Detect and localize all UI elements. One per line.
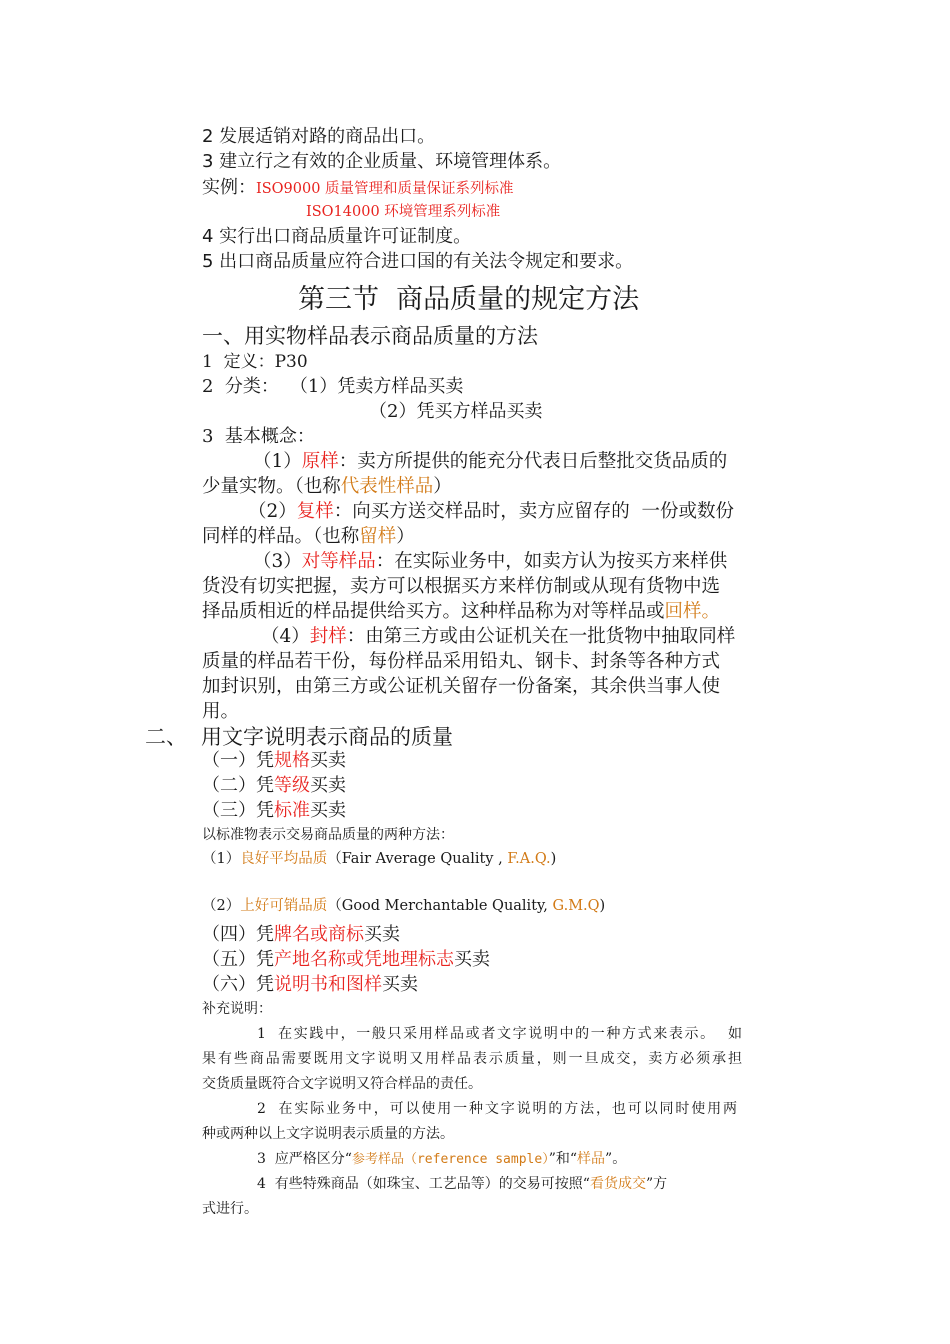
inspection-term: 看货成交	[589, 1176, 646, 1192]
method-text: （四）凭	[202, 924, 274, 945]
part1-classification	[202, 378, 463, 396]
supplement-3	[257, 1152, 626, 1166]
supplement-text: 果有些商品需要既用文字说明又用样品表示质量，则一旦成交，卖方必须承担	[202, 1051, 742, 1067]
supplement-text: ”和“	[548, 1151, 578, 1167]
list-item-3	[202, 153, 561, 171]
supplement-1-line-3	[202, 1077, 482, 1091]
gmq-abbr: G.M.Q	[552, 898, 600, 914]
method-text: 买卖	[382, 974, 418, 995]
concept-term: 复样	[296, 501, 334, 522]
supplement-text: 4 有些特殊商品（如珠宝、工艺品等）的交易可按照“	[257, 1176, 590, 1192]
gmq-line	[202, 899, 605, 914]
method-term: 等级	[274, 775, 310, 796]
faq-term: 良好平均品质	[240, 851, 328, 867]
concept-text: 少量实物。（也称	[202, 476, 341, 497]
concept-text: ：向买方送交样品时，卖方应留存的 一份或数份	[333, 501, 735, 522]
method-term: 说明书和图样	[274, 974, 382, 995]
concept-4-line-3	[202, 678, 720, 697]
section-title-text: 第三节 商品质量的规定方法	[298, 284, 640, 315]
list-item-text: 2 发展适销对路的商品出口。	[202, 126, 436, 147]
list-item-text: 5 出口商品质量应符合进口国的有关法令规定和要求。	[202, 251, 634, 272]
concept-text: 。	[701, 601, 721, 622]
faq-abbr: F.A.Q.	[507, 851, 551, 867]
concept-text: 质量的样品若干份，每份样品采用铅丸、钢卡、封条等各种方式	[202, 651, 721, 672]
faq-number: （1）	[202, 851, 241, 867]
heading-text: 一、用实物样品表示商品质量的方法	[202, 324, 538, 348]
concept-term: 原样	[301, 451, 339, 472]
list-item-4	[202, 228, 471, 246]
supplement-text: 式进行。	[202, 1201, 258, 1217]
gmq-term: 上好可销品质	[240, 898, 328, 914]
list-item-text: 4 实行出口商品质量许可证制度。	[202, 226, 472, 247]
supplement-text: 1 在实践中，一般只采用样品或者文字说明中的一种方式来表示。 如	[257, 1026, 742, 1042]
method-term: 牌名或商标	[274, 924, 364, 945]
section-title	[298, 286, 639, 313]
concept-text: ）	[433, 476, 452, 497]
concept-text: ）	[396, 526, 415, 547]
part1-definition	[202, 354, 308, 371]
concept-text: 用。	[202, 701, 240, 722]
definition-text: 1 定义：P30	[202, 352, 308, 372]
supplement-text: 种或两种以上文字说明表示质量的方法。	[202, 1126, 454, 1142]
gmq-english: （Good Merchantable Quality,	[327, 898, 553, 914]
supplement-2-line-1	[257, 1102, 737, 1116]
faq-close: )	[550, 851, 557, 867]
example-iso9000: ISO9000 质量管理和质量保证系列标准	[256, 181, 514, 197]
part1-concepts-label	[202, 428, 315, 446]
concept-number: （4）	[261, 626, 310, 647]
supplement-text: 交货质量既符合文字说明又符合样品的责任。	[202, 1076, 482, 1092]
example-line	[202, 179, 514, 197]
standard-note	[202, 828, 454, 842]
concept-text: ：在实际业务中，如卖方认为按买方来样供	[375, 551, 728, 572]
supplement-text: ”。	[605, 1151, 627, 1167]
part1-classification-2	[369, 403, 542, 421]
method-text: 买卖	[454, 949, 490, 970]
heading-number: 二、	[145, 725, 187, 749]
supplement-4-line-2	[202, 1202, 258, 1216]
supplement-1-line-1	[257, 1027, 742, 1041]
supplement-text: 2 在实际业务中，可以使用一种文字说明的方法，也可以同时使用两	[257, 1101, 737, 1117]
concept-number: （2）	[248, 501, 297, 522]
sample-term: 样品	[577, 1151, 606, 1167]
concepts-label-text: 3 基本概念：	[202, 426, 315, 447]
concept-3-line-2	[202, 578, 720, 597]
concept-number: （1）	[253, 451, 302, 472]
method-term: 规格	[274, 750, 310, 771]
concept-4-line-4	[202, 703, 239, 722]
list-item-2	[202, 128, 435, 146]
method-text: 买卖	[310, 775, 346, 796]
supplement-2-line-2	[202, 1127, 454, 1141]
concept-2-line-1	[248, 503, 734, 522]
method-6	[202, 976, 418, 994]
faq-line	[202, 852, 556, 867]
method-text: （三）凭	[202, 800, 274, 821]
method-5	[202, 951, 490, 969]
concept-text: 货没有切实把握，卖方可以根据买方来样仿制或从现有货物中选	[202, 576, 721, 597]
concept-text: 加封识别，由第三方或公证机关留存一份备案，其余供当事人使	[202, 676, 721, 697]
concept-alias: 留样	[359, 526, 397, 547]
method-text: （二）凭	[202, 775, 274, 796]
concept-1-line-2	[202, 478, 452, 497]
method-text: （五）凭	[202, 949, 274, 970]
supplement-text: ”方	[645, 1176, 668, 1192]
method-term: 产地名称或凭地理标志	[274, 949, 454, 970]
part2-heading	[145, 727, 453, 748]
reference-sample-term: 参考样品（reference sample）	[351, 1152, 549, 1167]
example-text: ISO14000 环境管理系列标准	[306, 204, 501, 220]
supplement-text: 3 应严格区分“	[257, 1151, 352, 1167]
concept-1-line-1	[253, 453, 727, 472]
method-text: （一）凭	[202, 750, 274, 771]
heading-text: 用文字说明表示商品的质量	[201, 725, 453, 749]
supplement-1-line-2	[202, 1052, 742, 1066]
concept-alias: 代表性样品	[340, 476, 434, 497]
example-label: 实例：	[202, 177, 256, 198]
concept-text: 择品质相近的样品提供给买方。这种样品称为对等样品或	[202, 601, 665, 622]
part1-heading	[202, 326, 538, 347]
example-iso14000	[306, 205, 500, 220]
gmq-number: （2）	[202, 898, 241, 914]
concept-text: 同样的样品。（也称	[202, 526, 360, 547]
classification-2: （2）凭买方样品买卖	[369, 401, 543, 422]
faq-english: （Fair Average Quality ,	[327, 851, 508, 867]
supplement-label	[202, 1002, 272, 1016]
method-4	[202, 926, 400, 944]
supplement-label-text: 补充说明：	[202, 1001, 272, 1017]
method-term: 标准	[274, 800, 310, 821]
supplement-4-line-1	[257, 1177, 667, 1191]
concept-3-line-1	[253, 553, 727, 572]
concept-3-line-3	[202, 603, 720, 622]
note-text: 以标准物表示交易商品质量的两种方法：	[202, 827, 454, 843]
classification-1: （1）凭卖方样品买卖	[298, 376, 464, 397]
method-2	[202, 777, 346, 795]
method-text: 买卖	[310, 800, 346, 821]
gmq-close: )	[599, 898, 606, 914]
method-text: （六）凭	[202, 974, 274, 995]
concept-text: ：卖方所提供的能充分代表日后整批交货品质的	[338, 451, 728, 472]
list-item-5	[202, 253, 633, 271]
method-text: 买卖	[364, 924, 400, 945]
concept-4-line-2	[202, 653, 720, 672]
list-item-text: 3 建立行之有效的企业质量、环境管理体系。	[202, 151, 562, 172]
method-3	[202, 802, 346, 820]
concept-term: 对等样品	[301, 551, 376, 572]
classification-label: 2 分类：	[202, 376, 279, 397]
concept-text: ：由第三方或由公证机关在一批货物中抽取同样	[346, 626, 736, 647]
concept-alias: 回样	[664, 601, 702, 622]
concept-4-line-1	[261, 628, 735, 647]
concept-term: 封样	[309, 626, 347, 647]
concept-number: （3）	[253, 551, 302, 572]
method-1	[202, 752, 346, 770]
concept-2-line-2	[202, 528, 415, 547]
method-text: 买卖	[310, 750, 346, 771]
